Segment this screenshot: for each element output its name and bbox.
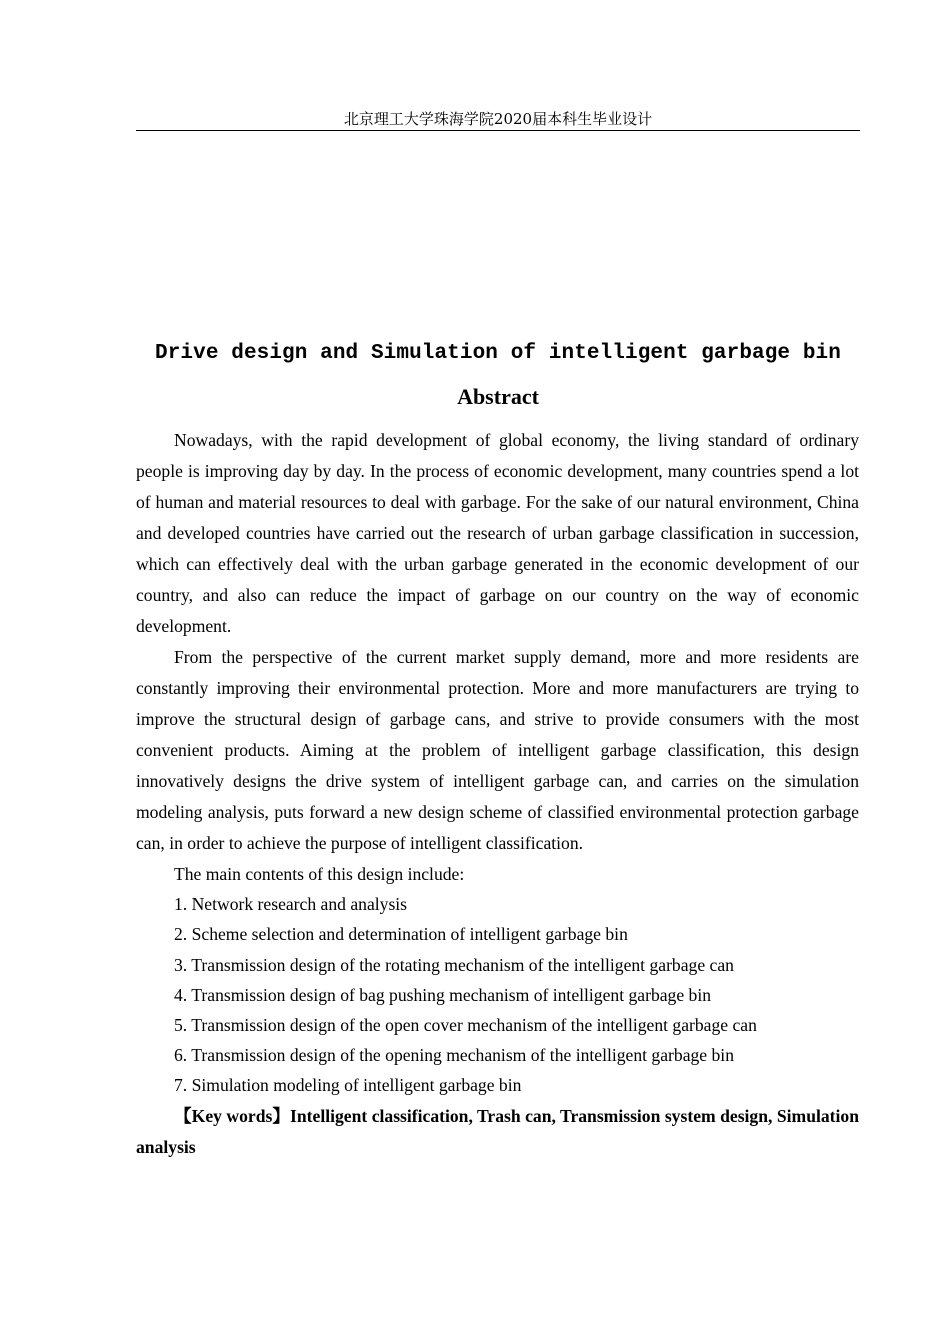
keywords-text: Intelligent classification, Trash can, Transmission system design, Simulation analysis — [136, 1105, 859, 1157]
contents-item-5: 5. Transmission design of the open cover mechanism of the intelligent garbage can — [174, 1015, 757, 1036]
contents-item-2: 2. Scheme selection and determination of intelligent garbage bin — [174, 924, 628, 945]
contents-item-1: 1. Network research and analysis — [174, 894, 408, 915]
contents-item-6: 6. Transmission design of the opening mechanism of the intelligent garbage bin — [174, 1045, 734, 1066]
running-header — [136, 108, 860, 131]
keywords-label: 【Key words】 — [174, 1105, 291, 1126]
contents-item-4: 4. Transmission design of bag pushing mechanism of intelligent garbage bin — [174, 984, 712, 1005]
paper-title: Drive design and Simulation of intelligent garbage bin — [155, 342, 841, 365]
abstract-paragraph-1: Nowadays, with the rapid development of global economy, the living standard of ordinary people is improving day by day. In the process of economic development, many countries spend a lot of human and material resources to deal with garbage. For the sake of our natural environment, China and developed countries have carried out the research of urban garbage classification in succession, which can effectively deal with the urban garbage generated in the economic development of our country, and also can reduce the impact of garbage on our country on the way of economic development. — [136, 430, 859, 636]
abstract-heading: Abstract — [457, 384, 539, 409]
abstract-paragraph-2: From the perspective of the current market supply demand, more and more residents are constantly improving their environmental protection. More and more manufacturers are trying to improve the structural design of garbage cans, and strive to provide consumers with the most convenient products. Aiming at the problem of intelligent garbage classification, this design innovatively designs the drive system of intelligent garbage can, and carries on the simulation modeling analysis, puts forward a new design scheme of classified environmental protection garbage can, in order to achieve the purpose of intelligent classification. — [136, 647, 859, 853]
keywords-line — [136, 1101, 859, 1163]
contents-item-3: 3. Transmission design of the rotating mechanism of the intelligent garbage can — [174, 954, 734, 975]
contents-intro: The main contents of this design include: — [174, 864, 465, 884]
abstract-body — [136, 425, 859, 1163]
contents-item-7: 7. Simulation modeling of intelligent garbage bin — [174, 1075, 522, 1096]
running-header-text: 北京理工大学珠海学院2020届本科生毕业设计 — [343, 110, 653, 128]
